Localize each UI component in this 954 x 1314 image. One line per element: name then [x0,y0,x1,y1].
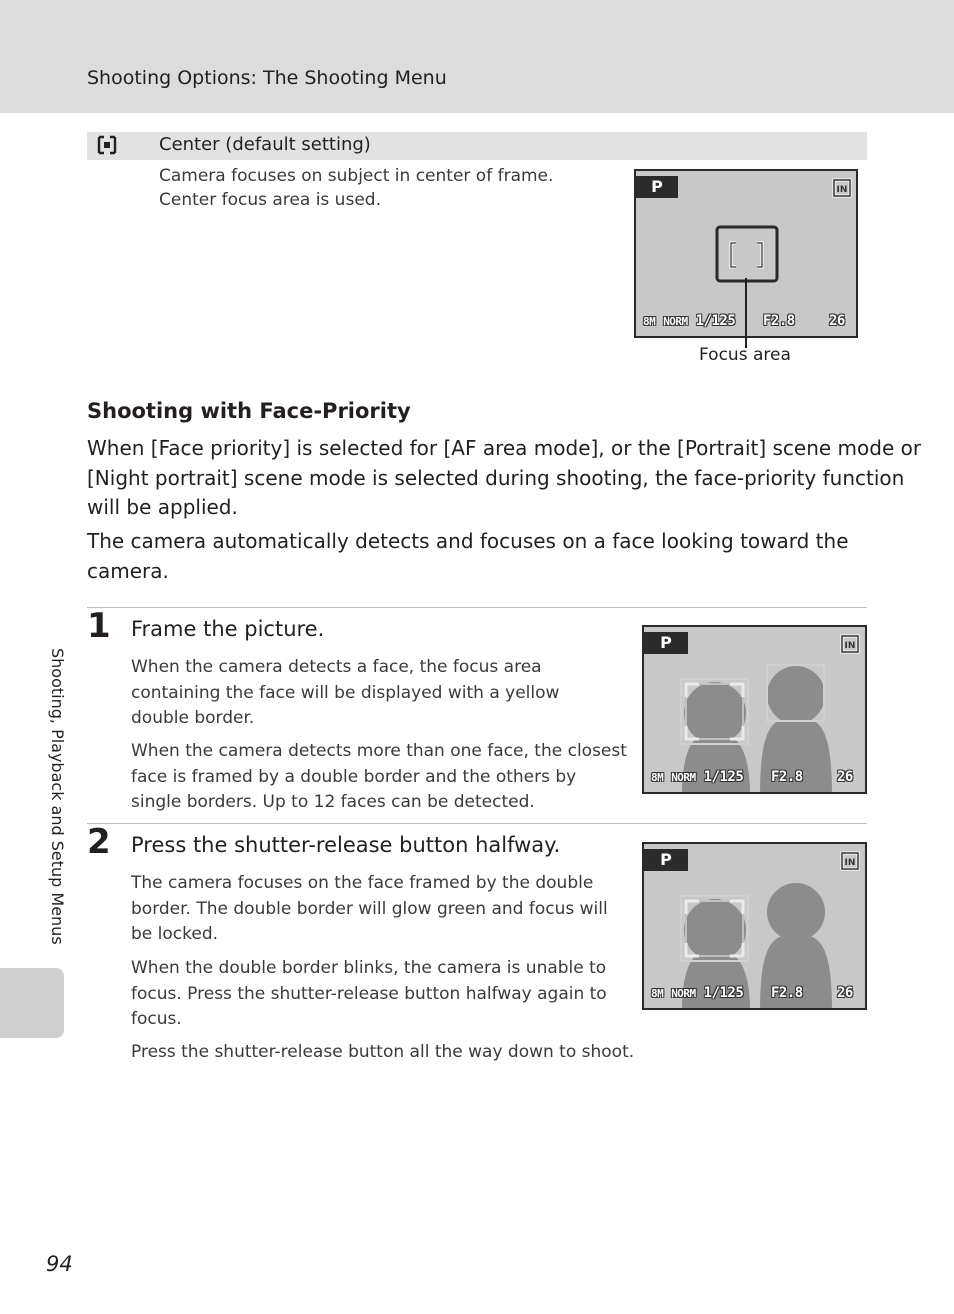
text-line: face is framed by a double border and the others by [131,766,577,787]
mode-badge: P [644,849,688,871]
image-mode-icon: 8M [651,771,664,784]
step-title: Frame the picture. [131,617,325,641]
hud-bottom-row [651,769,861,785]
svg-text:IN: IN [844,641,856,651]
text-line: When the camera detects more than one face, the closest [131,741,627,761]
step-number: 2 [87,822,111,862]
focus-area-leader-line [745,278,747,348]
option-label: Center (default setting) [159,134,371,155]
section-paragraph-2 [87,527,877,586]
header-band [0,0,954,113]
text-line: single borders. Up to 12 faces can be detected. [131,792,535,812]
text-line: containing the face will be displayed with a yellow [131,682,560,703]
aperture: F2.8 [771,985,803,1001]
running-header: Shooting Options: The Shooting Menu [87,67,447,89]
step-paragraph [131,655,559,732]
shutter-speed: 1/125 [703,769,744,785]
step-paragraph [131,1040,634,1066]
step-title: Press the shutter-release button halfway. [131,833,561,857]
quality-indicator: NORM [663,315,688,328]
text-line: be locked. [131,924,219,944]
aperture: F2.8 [763,313,795,329]
image-mode-icon: 8M [651,987,664,1000]
text-line: focus. Press the shutter-release button halfway again to [131,983,607,1004]
text-line: When the camera detects a face, the focus area [131,657,542,677]
mode-badge: P [644,632,688,654]
step-paragraph [131,956,607,1033]
aperture: F2.8 [771,769,803,785]
hud-bottom-row [651,985,861,1001]
shutter-speed: 1/125 [695,313,736,329]
exposures-remaining: 26 [837,985,853,1001]
text-line: will be applied. [87,495,238,519]
svg-text:IN: IN [836,185,848,195]
section-paragraph-1 [87,434,922,523]
step-divider [87,607,867,608]
text-line: focus. [131,1009,182,1029]
text-line: The camera automatically detects and focuses on a face looking toward the [87,529,849,553]
section-heading: Shooting with Face-Priority [87,399,411,423]
option-desc-line: Camera focuses on subject in center of frame. [159,166,554,186]
center-af-icon [96,134,118,156]
step-paragraph [131,739,627,816]
quality-indicator: NORM [671,987,696,1000]
side-tab-label: Shooting, Playback and Setup Menus [48,648,67,945]
text-line: Press the shutter-release button all the way down to shoot. [131,1042,635,1062]
page-number: 94 [46,1252,73,1276]
step-divider [87,823,867,824]
text-line: border. The double border will glow green and focus will [131,898,608,919]
option-desc-line: Center focus area is used. [159,190,381,210]
step-paragraph [131,871,608,948]
text-line: [Night portrait] scene mode is selected during shooting, the face-priority function [87,465,905,490]
option-description [159,164,553,212]
step-number: 1 [87,606,111,646]
svg-text:IN: IN [844,858,856,868]
focus-area-caption: Focus area [699,345,791,365]
hud-bottom-row [643,313,853,329]
text-line: When the double border blinks, the camera is unable to [131,958,607,978]
text-line: double border. [131,708,255,728]
text-line: When [Face priority] is selected for [AF area mode], or the [Portrait] scene mode or [87,436,922,460]
image-mode-icon: 8M [643,315,656,328]
camera-screen-faces-detected [642,625,867,794]
camera-screen-focus-locked [642,842,867,1010]
exposures-remaining: 26 [829,313,845,329]
text-line: camera. [87,558,169,583]
text-line: The camera focuses on the face framed by the double [131,873,594,893]
shutter-speed: 1/125 [703,985,744,1001]
side-tab [0,968,64,1038]
exposures-remaining: 26 [837,769,853,785]
quality-indicator: NORM [671,771,696,784]
mode-badge: P [636,176,678,198]
